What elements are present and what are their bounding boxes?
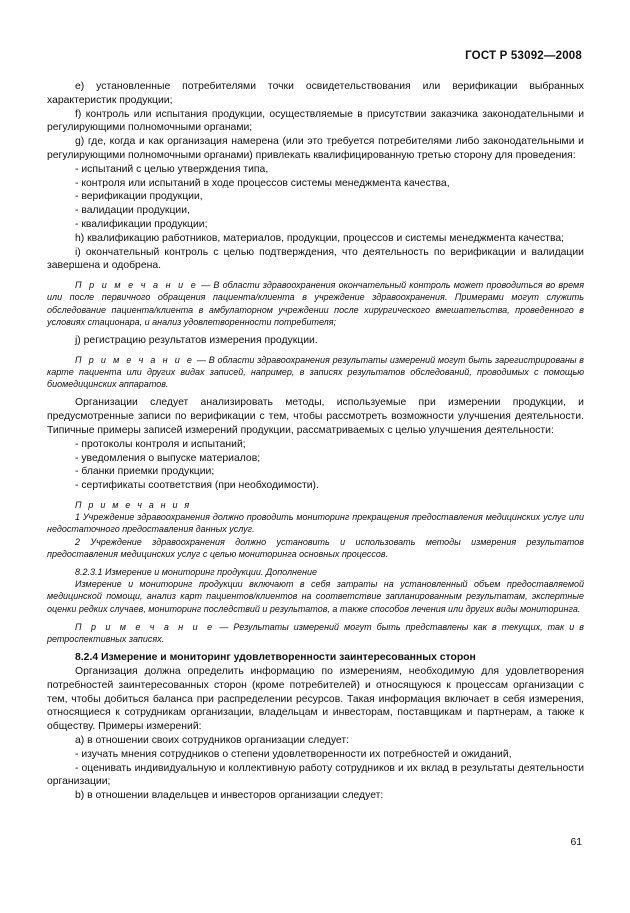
note-label: П р и м е ч а н и е <box>75 354 195 365</box>
list-item: - контроля или испытаний в ходе процессов системы менеджмента качества, <box>75 177 450 189</box>
page-number: 61 <box>570 837 582 848</box>
list-item: - валидации продукции, <box>75 205 190 217</box>
list-item-j: j) регистрацию результатов измерения продукции. <box>75 334 318 346</box>
list-item-a: а) в отношении своих сотрудников организации следует: <box>75 734 350 746</box>
list-item: - сертификаты соответствия (при необходимости). <box>75 480 319 492</box>
list-item: - протоколы контроля и испытаний; <box>75 438 246 450</box>
note-paragraph <box>47 279 584 328</box>
list-item-i: i) окончательный контроль с целью подтверждения, что деятельность по верификации и валидации завершена и одобрена. <box>47 246 584 272</box>
list-item: - бланки приемки продукции; <box>75 466 215 478</box>
list-item-g: g) где, когда и как организация намерена (или это требуется потребителями либо законодательными и регулирующими полномочными органами) привлекать квалифицированную третью сторону для проведения: <box>47 136 584 161</box>
note-text: — В области здравоохранения результаты измерений могут быть зарегистрированы в карте пациента или других видах записей, например, в записях результатов обследований, проводимых с помощью биомедицинских аппаратов. <box>47 354 585 390</box>
list-item: - верификации продукции, <box>75 191 203 203</box>
list-item: - уведомления о выпуске материалов; <box>75 452 261 464</box>
notes-label: П р и м е ч а н и я <box>75 499 192 510</box>
note-paragraph <box>47 354 584 391</box>
list-item-e: е) установленные потребителями точки освидетельствования или верификации выбранных характеристик продукции; <box>47 81 584 106</box>
note-paragraph <box>47 621 584 645</box>
document-body <box>47 80 584 803</box>
note-label: П р и м е ч а н и е <box>75 621 215 632</box>
note-block <box>47 621 584 645</box>
list-item-f: f) контроль или испытания продукции, осуществляемые в присутствии заказчика законодательными и регулирующими полномочными органами; <box>47 108 584 134</box>
section-8231-title: 8.2.3.1 Измерение и мониторинг продукции. Дополнение <box>75 566 317 577</box>
section-824-text: Организация должна определить информацию по измерениям, необходимую для удовлетворения потребностей заинтересованных сторон (кроме потребителей) и относящуюся к процессам организации с тем, чтобы добиться баланса при распределении ресурсов. Такая информация включает в себя измерения, относящиеся к сотрудникам организации, владельцам и инвесторам, поставщикам и партнерам, а также к обществу. Примеры измерений: <box>47 665 584 733</box>
section-824-heading: 8.2.4 Измерение и мониторинг удовлетворенности заинтересованных сторон <box>75 652 476 664</box>
note-block <box>47 279 584 328</box>
note-text: — Результаты измерений могут быть представлены как в текущих, так и в ретроспективных записях. <box>47 621 584 644</box>
section-8231-text: Измерение и мониторинг продукции включают в себя затраты на установленный объем предоставляемой медицинской помощи, анализ карт пациентов/клиентов на соответствие запланированным результатам, экспертные оценки редких случаев, мониторинг последствий и результатов, а также способов лечения или других виды мониторинга. <box>47 579 584 614</box>
note-text: — В области здравоохранения окончательный контроль может проводиться во время или после первичного обращения пациента/клиента в учреждение здравоохранения. Примерами могут служить обследование пациента/клиента в амбулаторном учреждении после хирургического вмешательства, проведенного в условиях стационара, и анализ удовлетворенности потребителя; <box>47 280 585 327</box>
note-item: 1 Учреждение здравоохранения должно проводить мониторинг прекращения предоставления медицинских услуг или недостаточного предоставления данных услуг. <box>47 512 584 535</box>
note-item: 2 Учреждение здравоохранения должно установить и использовать методы измерения результатов предоставления медицинских услуг с целью мониторинга основных процессов. <box>47 536 584 559</box>
list-item-h: h) квалификацию работников, материалов, продукции, процессов и системы менеджмента качества; <box>75 232 565 244</box>
list-item-b: b) в отношении владельцев и инвесторов организации следует: <box>75 790 384 802</box>
paragraph-organization: Организации следует анализировать методы, используемые при измерении продукции, и предусмотренные записи по верификации с тем, чтобы рассмотреть возможности улучшения деятельности. Типичные примеры записей измерений продукции, рассматриваемых с целью улучшения деятельности: <box>47 397 584 436</box>
note-label: П р и м е ч а н и е <box>75 280 199 291</box>
list-item: - изучать мнения сотрудников о степени удовлетворенности их потребностей и ожиданий, <box>75 748 512 760</box>
document-header: ГОСТ Р 53092—2008 <box>465 50 582 62</box>
list-item: - квалификации продукции; <box>75 218 208 230</box>
notes-block <box>47 499 584 560</box>
list-item: - оценивать индивидуальную и коллективную работу сотрудников и их вклад в результаты деятельности организации; <box>47 762 584 788</box>
list-item: - испытаний с целью утверждения типа, <box>75 163 269 175</box>
note-block <box>47 354 584 391</box>
